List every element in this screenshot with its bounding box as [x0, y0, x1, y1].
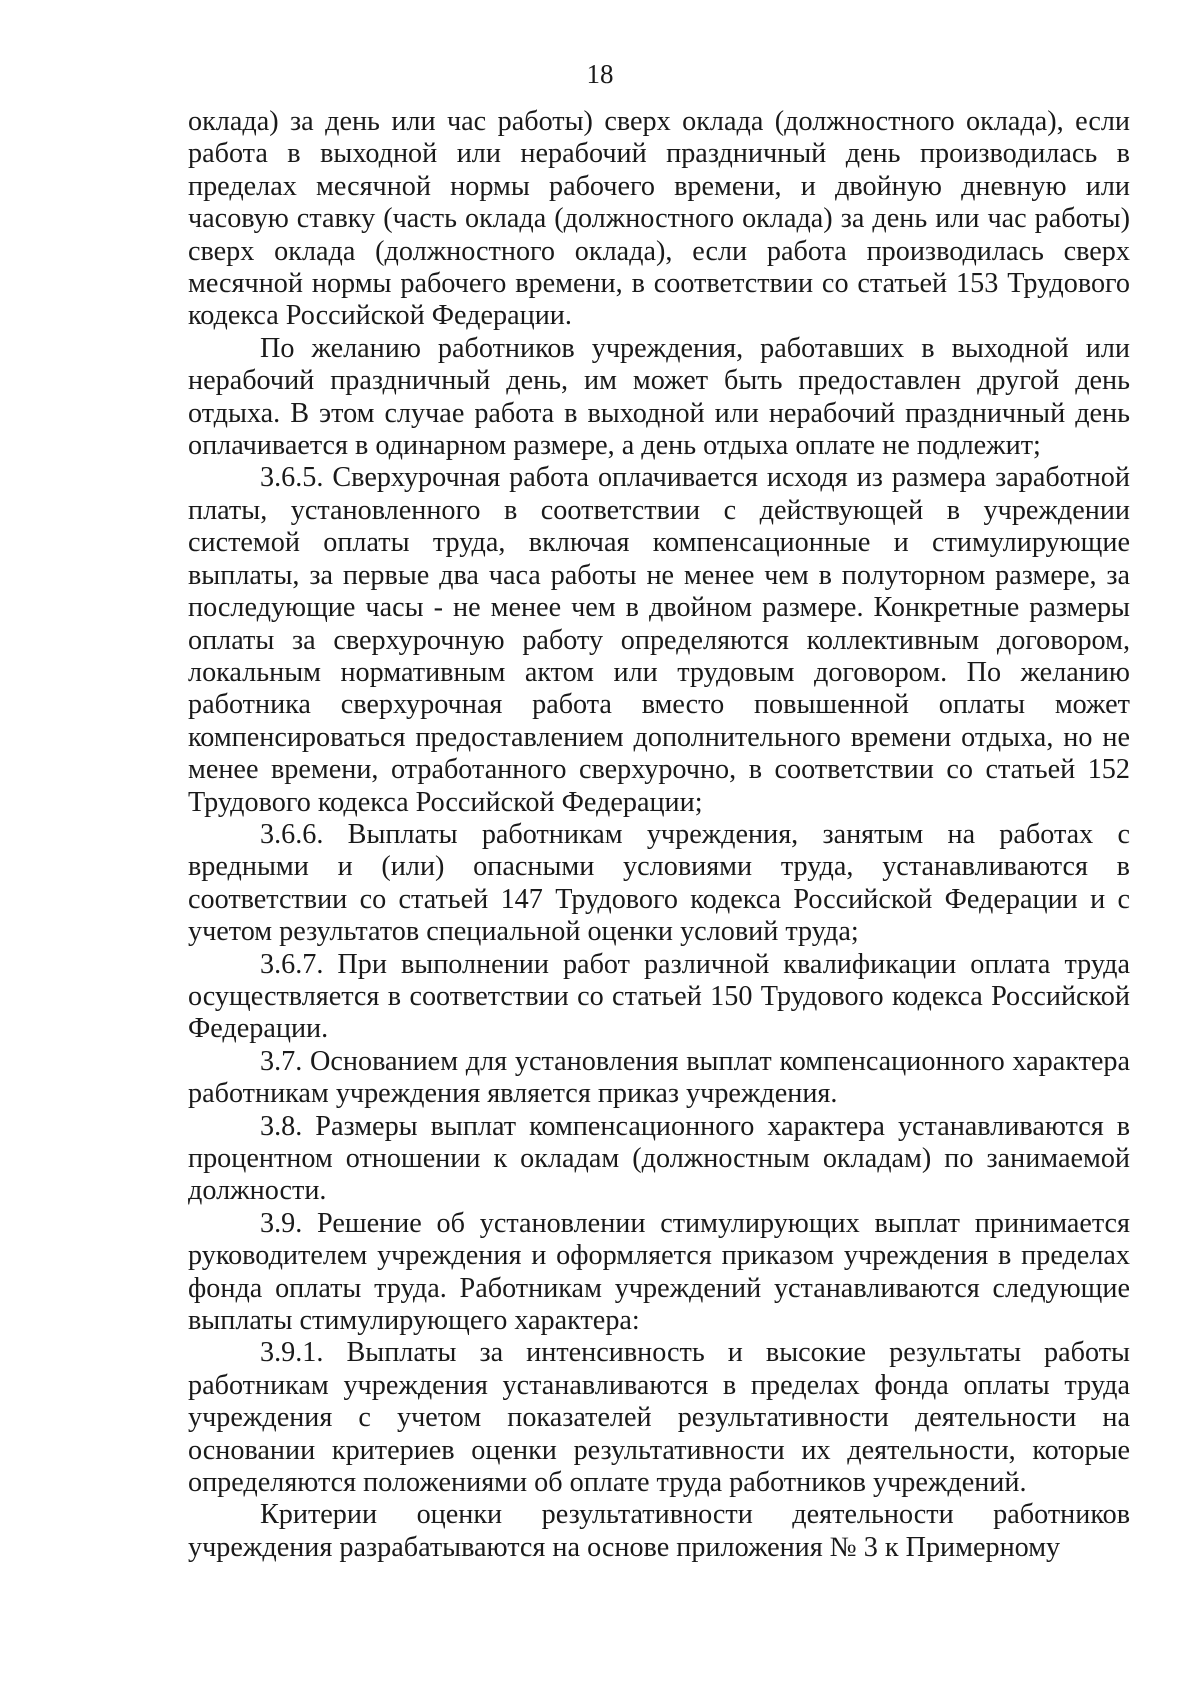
paragraph-3-6-7: 3.6.7. При выполнении работ различной квалификации оплата труда осуществляется в соответствии со статьей 150 Трудового кодекса Российской Федерации. [188, 948, 1130, 1045]
paragraph-3-6-6: 3.6.6. Выплаты работникам учреждения, занятым на работах с вредными и (или) опасными условиями труда, устанавливаются в соответствии со статьей 147 Трудового кодекса Российской Федерации и с учетом результатов специальной оценки условий труда; [188, 818, 1130, 948]
paragraph-3-9: 3.9. Решение об установлении стимулирующих выплат принимается руководителем учреждения и оформляется приказом учреждения в пределах фонда оплаты труда. Работникам учреждений устанавливаются следующие выплаты стимулирующего характера: [188, 1207, 1130, 1337]
paragraph-continuation: оклада) за день или час работы) сверх оклада (должностного оклада), если работа в выходной или нерабочий праздничный день производилась в пределах месячной нормы рабочего времени, и двойную дневную или часовую ставку (часть оклада (должностного оклада) за день или час работы) сверх оклада (должностного оклада), если работа производилась сверх месячной нормы рабочего времени, в соответствии со статьей 153 Трудового кодекса Российской Федерации. [188, 106, 1130, 332]
paragraph-3-8: 3.8. Размеры выплат компенсационного характера устанавливаются в процентном отношении к окладам (должностным окладам) по занимаемой должности. [188, 1110, 1130, 1207]
paragraph-day-off-option: По желанию работников учреждения, работавших в выходной или нерабочий праздничный день, им может быть предоставлен другой день отдыха. В этом случае работа в выходной или нерабочий праздничный день оплачивается в одинарном размере, а день отдыха оплате не подлежит; [188, 332, 1130, 462]
paragraph-3-7: 3.7. Основанием для установления выплат компенсационного характера работникам учреждения является приказ учреждения. [188, 1045, 1130, 1110]
page-number: 18 [586, 59, 614, 89]
paragraph-3-9-1: 3.9.1. Выплаты за интенсивность и высокие результаты работы работникам учреждения устанавливаются в пределах фонда оплаты труда учреждения с учетом показателей результативности деятельности на основании критериев оценки результативности их деятельности, которые определяются положениями об оплате труда работников учреждений. [188, 1337, 1130, 1499]
document-body [188, 106, 1130, 1564]
paragraph-criteria: Критерии оценки результативности деятельности работников учреждения разрабатываются на основе приложения № 3 к Примерному [188, 1499, 1130, 1563]
paragraph-3-6-5: 3.6.5. Сверхурочная работа оплачивается исходя из размера заработной платы, установленного в соответствии с действующей в учреждении системой оплаты труда, включая компенсационные и стимулирующие выплаты, за первые два часа работы не менее чем в полуторном размере, за последующие часы - не менее чем в двойном размере. Конкретные размеры оплаты за сверхурочную работу определяются коллективным договором, локальным нормативным актом или трудовым договором. По желанию работника сверхурочная работа вместо повышенной оплаты может компенсироваться предоставлением дополнительного времени отдыха, но не менее времени, отработанного сверхурочно, в соответствии со статьей 152 Трудового кодекса Российской Федерации; [188, 462, 1130, 818]
